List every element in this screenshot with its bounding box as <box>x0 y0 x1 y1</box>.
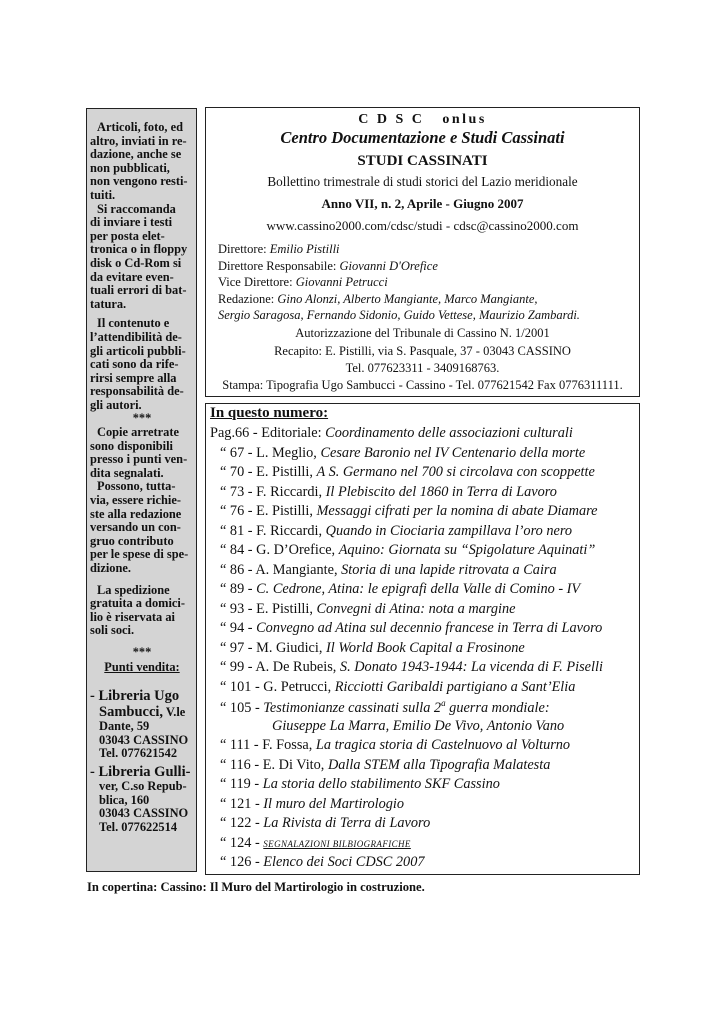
address: Recapito: E. Pistilli, via S. Pasquale, 37 - 03043 CASSINO <box>274 344 571 358</box>
toc-entry: Giuseppe La Marra, Emilio De Vivo, Antonio Vano <box>272 717 565 734</box>
sidebar-text-line: da evitare even- <box>90 269 174 284</box>
shop-gulliver: - Libreria Gulli- ver, C.so Repub- blica, 160 03043 CASSINO Tel. 077622514 <box>90 763 191 834</box>
toc-entry: “ 121 - Il muro del Martirologio <box>220 795 404 812</box>
toc-entry: Pag.66 - Editoriale: Coordinamento delle associazioni culturali <box>210 425 573 441</box>
sidebar-text-line: l’attendibilità de- <box>90 329 182 344</box>
sidebar-text-line: La spedizione <box>97 582 170 597</box>
sidebar-text-line: sono disponibili <box>90 438 173 453</box>
sidebar-shipping-note <box>90 584 194 638</box>
sidebar-text-line: versando un con- <box>90 520 181 535</box>
sidebar-text-line: ste alla redazione <box>90 506 182 521</box>
sidebar-text-line: cati sono da rife- <box>90 357 179 372</box>
separator-stars: *** <box>132 644 152 659</box>
toc-entry: “ 93 - E. Pistilli, Convegni di Atina: nota a margine <box>220 600 516 617</box>
sidebar-text-line: Si raccomanda <box>97 201 176 216</box>
sidebar-text-line: rirsi sempre alla <box>90 370 177 385</box>
toc-entry: “ 119 - La storia dello stabilimento SKF Cassino <box>220 776 500 792</box>
toc-entry: “ 99 - A. De Rubeis, S. Donato 1943-1944: La vicenda di F. Piselli <box>220 659 603 675</box>
toc-entry: “ 122 - La Rivista di Terra di Lavoro <box>220 815 431 831</box>
toc-entry: “ 89 - C. Cedrone, Atina: le epigrafi della Valle di Comino - IV <box>220 581 581 597</box>
sidebar-text-line: tuiti. <box>90 187 116 202</box>
sidebar-text-line: non vengono resti- <box>90 174 188 189</box>
sidebar-submissions-note <box>90 121 194 311</box>
toc-entry: “ 81 - F. Riccardi, Quando in Ciociaria zampillava l’oro nero <box>220 522 573 539</box>
toc-entry: “ 94 - Convegno ad Atina sul decennio francese in Terra di Lavoro <box>220 620 603 636</box>
sidebar-text-line: disk o Cd-Rom si <box>90 255 182 270</box>
sidebar-text-line: gratuita a domici- <box>90 596 185 611</box>
table-of-contents <box>205 403 640 875</box>
toc-entry: “ 76 - E. Pistilli, Messaggi cifrati per la nomina di abate Diamare <box>220 503 598 519</box>
masthead <box>205 107 640 397</box>
shop-ugo-sambucci: - Libreria Ugo Sambucci, V.le Dante, 59 03043 CASSINO Tel. 077621542 <box>90 688 189 761</box>
toc-entry: “ 70 - E. Pistilli, A S. Germano nel 700 si circolava con scoppette <box>220 464 595 480</box>
toc-entry: “ 105 - Testimonianze cassinati sulla 2$^a$ guerra mondiale: <box>220 698 550 716</box>
separator-stars: *** <box>132 411 152 426</box>
sidebar-text-line: gli autori. <box>90 397 142 412</box>
sidebar-text-line: per le spese di spe- <box>90 547 189 562</box>
sidebar-text-line: tronica o in floppy <box>90 242 188 257</box>
authorization: Autorizzazione del Tribunale di Cassino N. 1/2001 <box>295 326 550 340</box>
sidebar-text-line: tuali errori di bat- <box>90 283 187 298</box>
sidebar-responsibility-note <box>90 317 194 412</box>
sidebar-text-line: altro, inviati in re- <box>90 133 187 148</box>
sidebar-text-line: gruo contributo <box>90 533 174 548</box>
toc-entry: “ 67 - L. Meglio, Cesare Baronio nel IV Centenario della morte <box>220 444 586 461</box>
toc-entry: “ 97 - M. Giudici, Il World Book Capital a Frosinone <box>220 639 525 656</box>
sidebar-text-line: per posta elet- <box>90 228 165 243</box>
sidebar-text-line: dizione. <box>90 561 131 575</box>
editorial-staff: Direttore: Emilio Pistilli Direttore Responsabile: Giovanni D'Orefice Vice Direttore: Giovanni Petrucci Redazione: Gino Alonzi, Alberto Mangiante, Marco Mangiante, Sergio Saragosa, Fernando Sidonio, Guido Vettese, Maurizio Zambardi. <box>218 242 580 322</box>
journal-title: STUDI CASSINATI <box>357 153 488 169</box>
cover-caption: In copertina: Cassino: Il Muro del Martirologio in costruzione. <box>87 880 425 894</box>
toc-entry: “ 84 - G. D’Orefice, Aquino: Giornata su “Spigolature Aquinati” <box>220 542 596 558</box>
org-name: C D S C onlus <box>358 112 487 127</box>
toc-entry: “ 101 - G. Petrucci, Ricciotti Garibaldi partigiano a Sant’Elia <box>220 678 576 695</box>
sidebar-text-line: responsabilità de- <box>90 384 184 399</box>
printer: Stampa: Tipografia Ugo Sambucci - Cassino - Tel. 077621542 Fax 0776311111. <box>222 378 623 392</box>
sidebar-text-line: dita segnalati. <box>90 465 164 480</box>
journal-subtitle: Bollettino trimestrale di studi storici del Lazio meridionale <box>267 174 578 189</box>
sidebar-text-line: Possono, tutta- <box>97 479 176 494</box>
points-of-sale-heading: Punti vendita: <box>104 659 180 674</box>
sidebar-text-line: Copie arretrate <box>97 425 179 440</box>
sidebar-text-line: Articoli, foto, ed <box>97 120 184 134</box>
toc-entry: “ 116 - E. Di Vito, Dalla STEM alla Tipografia Malatesta <box>220 756 551 773</box>
website-email: www.cassino2000.com/cdsc/studi - cdsc@cassino2000.com <box>266 218 579 233</box>
org-full-name: Centro Documentazione e Studi Cassinati <box>280 128 565 147</box>
toc-entry: “ 124 - SEGNALAZIONI BILBIOGRAFICHE <box>220 834 411 851</box>
toc-entry: “ 73 - F. Riccardi, Il Plebiscito del 1860 in Terra di Lavoro <box>220 483 557 500</box>
sidebar-text-line: non pubblicati, <box>90 160 170 175</box>
sidebar-text-line: soli soci. <box>90 623 135 638</box>
sidebar-text-line: di inviare i testi <box>90 215 173 230</box>
sidebar-text-line: tatura. <box>90 296 127 311</box>
sidebar-text-line: via, essere richie- <box>90 493 181 508</box>
sidebar-back-issues-note <box>90 426 194 576</box>
toc-entry: “ 126 - Elenco dei Soci CDSC 2007 <box>220 854 425 870</box>
toc-entry: “ 86 - A. Mangiante, Storia di una lapide ritrovata a Caira <box>220 561 557 578</box>
toc-entry: “ 111 - F. Fossa, La tragica storia di Castelnuovo al Volturno <box>220 737 571 753</box>
phone: Tel. 077623311 - 3409168763. <box>345 361 500 375</box>
toc-heading: In questo numero: <box>210 405 329 421</box>
sidebar-text-line: dazione, anche se <box>90 147 182 162</box>
sidebar-text-line: lio è riservata ai <box>90 609 175 624</box>
issue-info: Anno VII, n. 2, Aprile - Giugno 2007 <box>321 196 524 211</box>
sidebar-text-line: presso i punti ven- <box>90 452 188 467</box>
sidebar-notes <box>86 108 197 872</box>
sidebar-text-line: Il contenuto e <box>97 316 170 331</box>
sidebar-text-line: gli articoli pubbli- <box>90 343 186 358</box>
